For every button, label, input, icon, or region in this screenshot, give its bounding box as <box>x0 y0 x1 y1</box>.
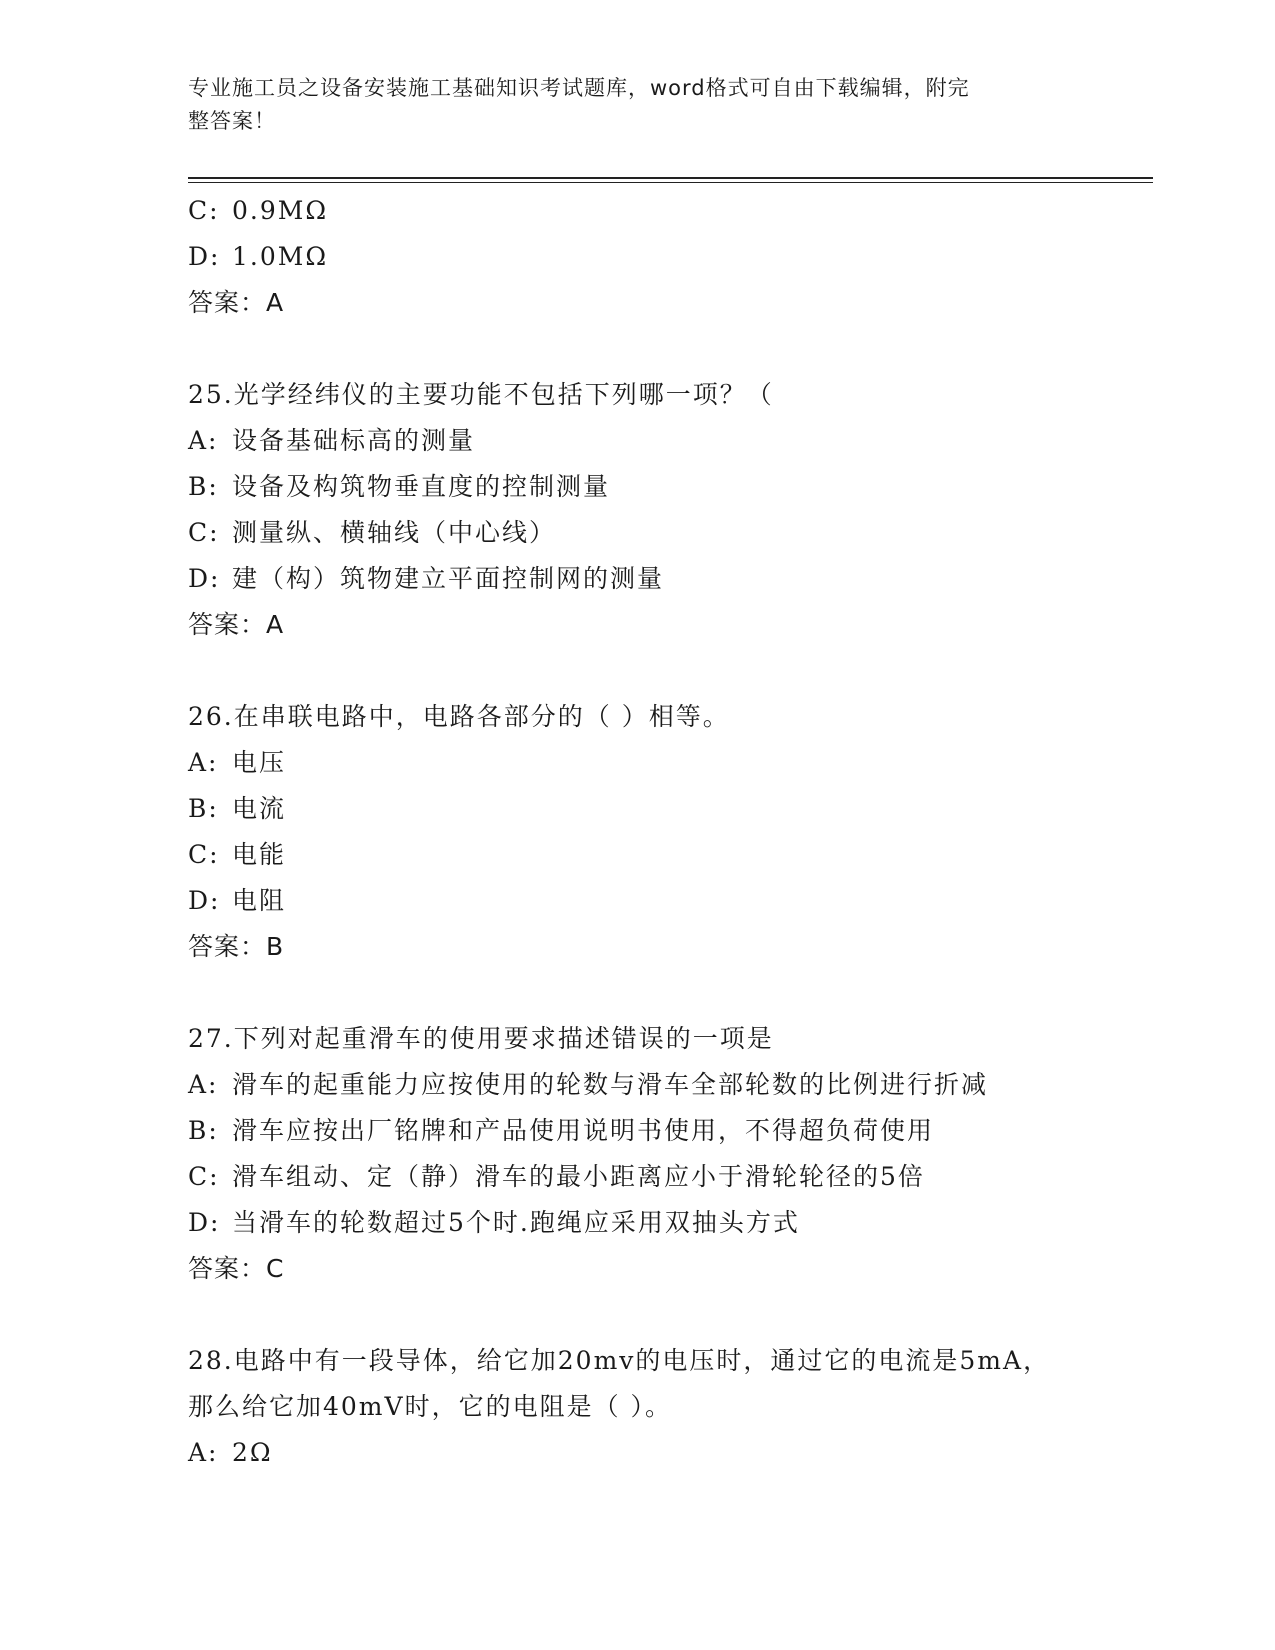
option-key: A: <box>188 748 219 777</box>
option-c <box>188 832 1088 878</box>
option-key: C: <box>188 840 220 869</box>
option-key: B: <box>188 1116 219 1145</box>
option-text: 电阻 <box>232 886 287 915</box>
option-a <box>188 740 1088 786</box>
option-key: D: <box>188 564 221 593</box>
answer: 答案：B <box>188 932 285 961</box>
option-text: 1.0MΩ <box>232 242 329 271</box>
page-header <box>188 72 1068 138</box>
spacer <box>188 970 1088 1016</box>
option-key: C: <box>188 196 220 225</box>
header-line-2: 整答案！ <box>188 109 276 133</box>
answer: 答案：C <box>188 1254 285 1283</box>
question-list <box>188 188 1088 1476</box>
header-divider-thick <box>188 177 1153 179</box>
question-stem: 26.在串联电路中，电路各部分的（ ）相等。 <box>188 702 730 731</box>
question-27 <box>188 1016 1088 1292</box>
spacer <box>188 648 1088 694</box>
question-stem: 25.光学经纬仪的主要功能不包括下列哪一项？（ <box>188 380 774 409</box>
option-text: 滑车组动、定（静）滑车的最小距离应小于滑轮轮径的5倍 <box>232 1162 925 1191</box>
option-text: 电能 <box>232 840 287 869</box>
option-d <box>188 878 1088 924</box>
option-text: 2Ω <box>232 1438 273 1467</box>
option-a <box>188 1062 1088 1108</box>
option-b <box>188 1108 1088 1154</box>
question-25 <box>188 372 1088 648</box>
option-text: 设备及构筑物垂直度的控制测量 <box>232 472 611 501</box>
option-text: 测量纵、横轴线（中心线） <box>232 518 557 547</box>
header-divider-thin <box>188 182 1153 183</box>
question-stem-line-1: 28.电路中有一段导体，给它加20mv的电压时，通过它的电流是5mA， <box>188 1346 1051 1375</box>
option-b <box>188 786 1088 832</box>
option-key: C: <box>188 1162 220 1191</box>
option-text: 电流 <box>232 794 287 823</box>
option-text: 设备基础标高的测量 <box>232 426 476 455</box>
question-26 <box>188 694 1088 970</box>
option-key: C: <box>188 518 220 547</box>
option-text: 滑车应按出厂铭牌和产品使用说明书使用，不得超负荷使用 <box>232 1116 935 1145</box>
option-key: A: <box>188 1438 219 1467</box>
option-text: 滑车的起重能力应按使用的轮数与滑车全部轮数的比例进行折减 <box>232 1070 989 1099</box>
option-c <box>188 1154 1088 1200</box>
option-d <box>188 556 1088 602</box>
header-line-1: 专业施工员之设备安装施工基础知识考试题库，word格式可自由下载编辑，附完 <box>188 76 970 100</box>
option-a <box>188 418 1088 464</box>
option-d <box>188 1200 1088 1246</box>
option-text: 当滑车的轮数超过5个时.跑绳应采用双抽头方式 <box>232 1208 800 1237</box>
option-c <box>188 188 1088 234</box>
option-key: B: <box>188 794 219 823</box>
option-d <box>188 234 1088 280</box>
option-key: A: <box>188 1070 219 1099</box>
option-c <box>188 510 1088 556</box>
question-stem: 27.下列对起重滑车的使用要求描述错误的一项是 <box>188 1024 774 1053</box>
option-key: B: <box>188 472 219 501</box>
option-text: 电压 <box>232 748 287 777</box>
option-key: D: <box>188 242 221 271</box>
answer: 答案：A <box>188 288 285 317</box>
option-text: 0.9MΩ <box>232 196 329 225</box>
answer: 答案：A <box>188 610 285 639</box>
spacer <box>188 326 1088 372</box>
question-28 <box>188 1338 1088 1476</box>
question-stem-line-2: 那么给它加40mV时，它的电阻是（ ）。 <box>188 1392 673 1421</box>
option-key: A: <box>188 426 219 455</box>
option-text: 建（构）筑物建立平面控制网的测量 <box>232 564 665 593</box>
option-key: D: <box>188 1208 221 1237</box>
option-b <box>188 464 1088 510</box>
question-24-continued <box>188 188 1088 326</box>
spacer <box>188 1292 1088 1338</box>
option-a <box>188 1430 1088 1476</box>
option-key: D: <box>188 886 221 915</box>
